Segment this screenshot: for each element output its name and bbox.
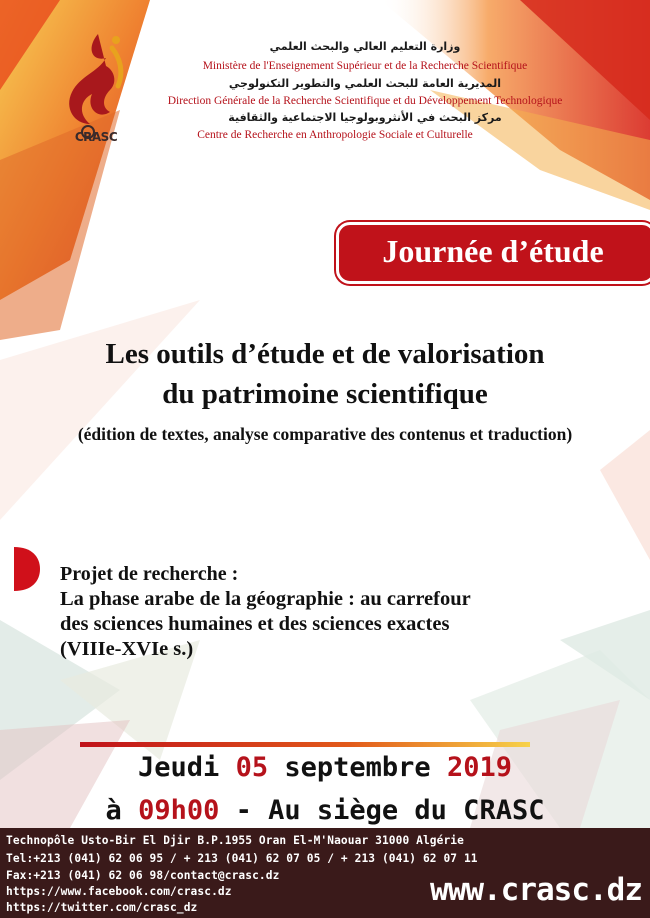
event-month: septembre <box>284 752 431 783</box>
event-time-place <box>40 795 610 826</box>
ministry-arabic: وزارة التعليم العالي والبحث العلمي <box>269 40 461 53</box>
event-type-label: Journée d’étude <box>382 233 604 269</box>
project-heading: Projet de recherche : <box>60 563 239 585</box>
footer-facebook-link[interactable]: https://www.facebook.com/crasc.dz <box>6 885 232 898</box>
footer-phone: Tel:+213 (041) 62 06 95 / + 213 (041) 62 07 05 / + 213 (041) 62 07 11 <box>6 852 478 865</box>
date-divider <box>80 742 530 747</box>
event-year: 2019 <box>446 752 512 783</box>
direction-arabic: المديرية العامة للبحث العلمي والتطوير التكنولوجي <box>228 77 502 90</box>
event-date <box>40 752 610 783</box>
project-title-line3: (VIIIe-XVIe s.) <box>60 638 194 660</box>
event-time: 09h00 <box>138 795 220 826</box>
event-subtitle: (édition de textes, analyse comparative des contenus et traduction) <box>77 424 573 444</box>
website-link[interactable]: www.crasc.dz <box>430 872 642 908</box>
logo-text: CRASC <box>74 130 118 144</box>
event-title-line1: Les outils d’étude et de valorisation <box>105 338 545 370</box>
project-marker-icon <box>14 547 40 591</box>
event-day: Jeudi <box>138 752 220 783</box>
event-at: à <box>105 795 122 826</box>
project-title-line1: La phase arabe de la géographie : au carrefour <box>60 588 471 610</box>
event-date-day: 05 <box>235 752 269 783</box>
centre-french: Centre de Recherche en Anthropologie Sociale et Culturelle <box>197 129 473 141</box>
footer-fax: Fax:+213 (041) 62 06 98/contact@crasc.dz <box>6 869 280 882</box>
footer-twitter-link[interactable]: https://twitter.com/crasc_dz <box>6 901 198 914</box>
project-title-line2: des sciences humaines et des sciences exactes <box>60 613 450 635</box>
event-place: - Au siège du CRASC <box>235 795 545 826</box>
event-title-line2: du patrimoine scientifique <box>162 378 488 410</box>
direction-french: Direction Générale de la Recherche Scientifique et du Développement Technologique <box>167 95 563 107</box>
ministry-french: Ministère de l'Enseignement Supérieur et de la Recherche Scientifique <box>202 60 528 72</box>
footer-address: Technopôle Usto-Bir El Djir B.P.1955 Oran El-M'Naouar 31000 Algérie <box>6 834 464 847</box>
centre-arabic: مركز البحث في الأنثروبولوجيا الاجتماعية والثقافية <box>228 111 502 124</box>
